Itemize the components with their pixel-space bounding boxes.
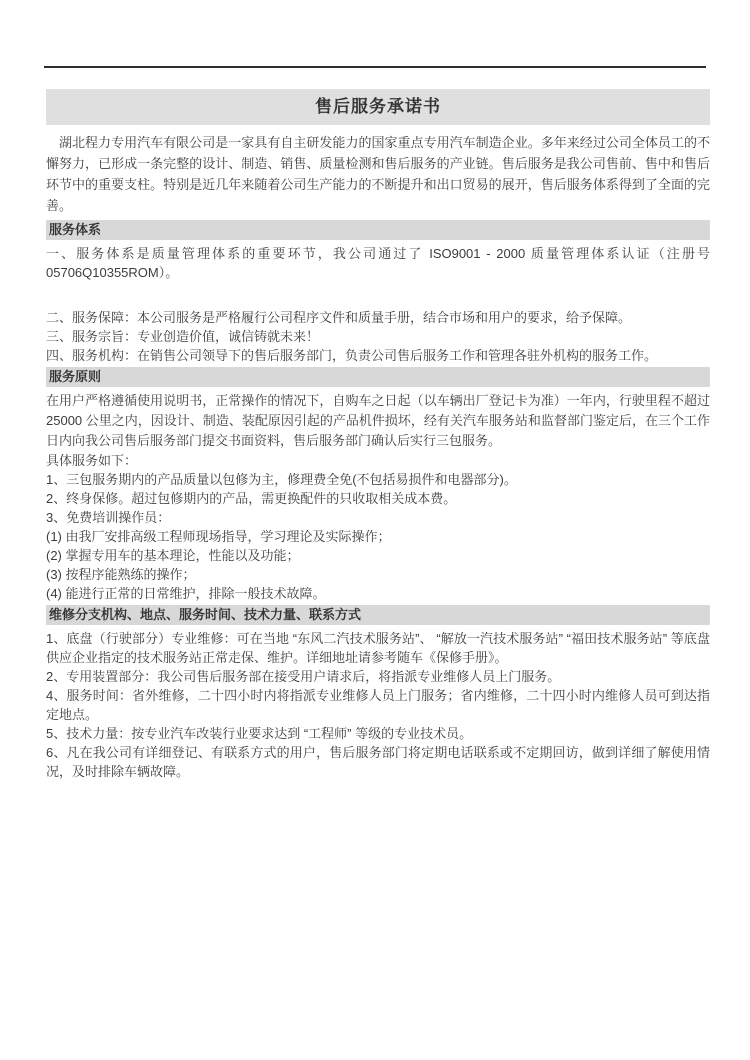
sub-list-item: (1) 由我厂安排高级工程师现场指导，学习理论及实际操作； — [46, 529, 391, 544]
document-title-bar — [46, 89, 710, 125]
list-item: 三、服务宗旨：专业创造价值，诚信铸就未来！ — [46, 329, 320, 344]
list-item: 二、服务保障：本公司服务是严格履行公司程序文件和质量手册，结合市场和用户的要求，给予保障。 — [46, 310, 632, 325]
document-content — [46, 89, 710, 781]
section-subtitle: 具体服务如下： — [46, 453, 138, 468]
list-item: 一、服务体系是质量管理体系的重要环节，我公司通过了 ISO9001 - 2000 质量管理体系认证（注册号 05706Q10355ROM）。 — [46, 246, 710, 280]
section-paragraph: 在用户严格遵循使用说明书，正常操作的情况下，自购车之日起（以车辆出厂登记卡为准）一年内，行驶里程不超过 25000 公里之内，因设计、制造、装配原因引起的产品机件损坏，经有关汽车服务站和监督部门鉴定后，在三个工作日内向我公司售后服务部门提交书面资料，售后服务部门确认后实行三包服务。 — [46, 393, 710, 448]
document-title: 售后服务承诺书 — [315, 97, 441, 116]
sub-list-item: (2) 掌握专用车的基本理论，性能以及功能； — [46, 548, 300, 563]
list-item: 1、三包服务期内的产品质量以包修为主，修理费全免(不包括易损件和电器部分)。 — [46, 472, 517, 487]
section-heading-service-system — [46, 220, 710, 240]
top-horizontal-rule — [44, 66, 706, 68]
blank-space — [46, 282, 710, 308]
sub-list-item: (4) 能进行正常的日常维护，排除一般技术故障。 — [46, 586, 326, 601]
list-item: 4、服务时间：省外维修，二十四小时内将指派专业维修人员上门服务；省内维修，二十四小时内维修人员可到达指定地点。 — [46, 688, 710, 722]
list-item: 3、免费培训操作员： — [46, 510, 171, 525]
list-item: 6、凡在我公司有详细登记、有联系方式的用户，售后服务部门将定期电话联系或不定期回访，做到详细了解使用情况，及时排除车辆故障。 — [46, 745, 710, 779]
section-heading-label: 服务体系 — [49, 222, 102, 237]
list-item: 5、技术力量：按专业汽车改装行业要求达到 “工程师” 等级的专业技术员。 — [46, 726, 473, 741]
section-heading-repair-branches — [46, 605, 710, 625]
intro-paragraph: 湖北程力专用汽车有限公司是一家具有自主研发能力的国家重点专用汽车制造企业。多年来经过公司全体员工的不懈努力，已形成一条完整的设计、制造、销售、质量检测和售后服务的产业链。售后服务是我公司售前、售中和售后环节中的重要支柱。特别是近几年来随着公司生产能力的不断提升和出口贸易的展开，售后服务体系得到了全面的完善。 — [46, 135, 710, 213]
list-item: 2、终身保修。超过包修期内的产品，需更换配件的只收取相关成本费。 — [46, 491, 457, 506]
list-item: 1、底盘（行驶部分）专业维修：可在当地 “东风二汽技术服务站”、 “解放一汽技术服务站” “福田技术服务站” 等底盘供应企业指定的技术服务站正常走保、维护。详细地址请参考随车《保修手册》。 — [46, 631, 710, 665]
section-heading-service-principles — [46, 367, 710, 387]
list-item: 四、服务机构：在销售公司领导下的售后服务部门，负责公司售后服务工作和管理各驻外机构的服务工作。 — [46, 348, 658, 363]
sub-list-item: (3) 按程序能熟练的操作； — [46, 567, 196, 582]
list-item: 2、专用装置部分：我公司售后服务部在接受用户请求后，将指派专业维修人员上门服务。 — [46, 669, 561, 684]
section-heading-label: 服务原则 — [49, 369, 102, 384]
section-heading-label: 维修分支机构、地点、服务时间、技术力量、联系方式 — [49, 607, 362, 622]
